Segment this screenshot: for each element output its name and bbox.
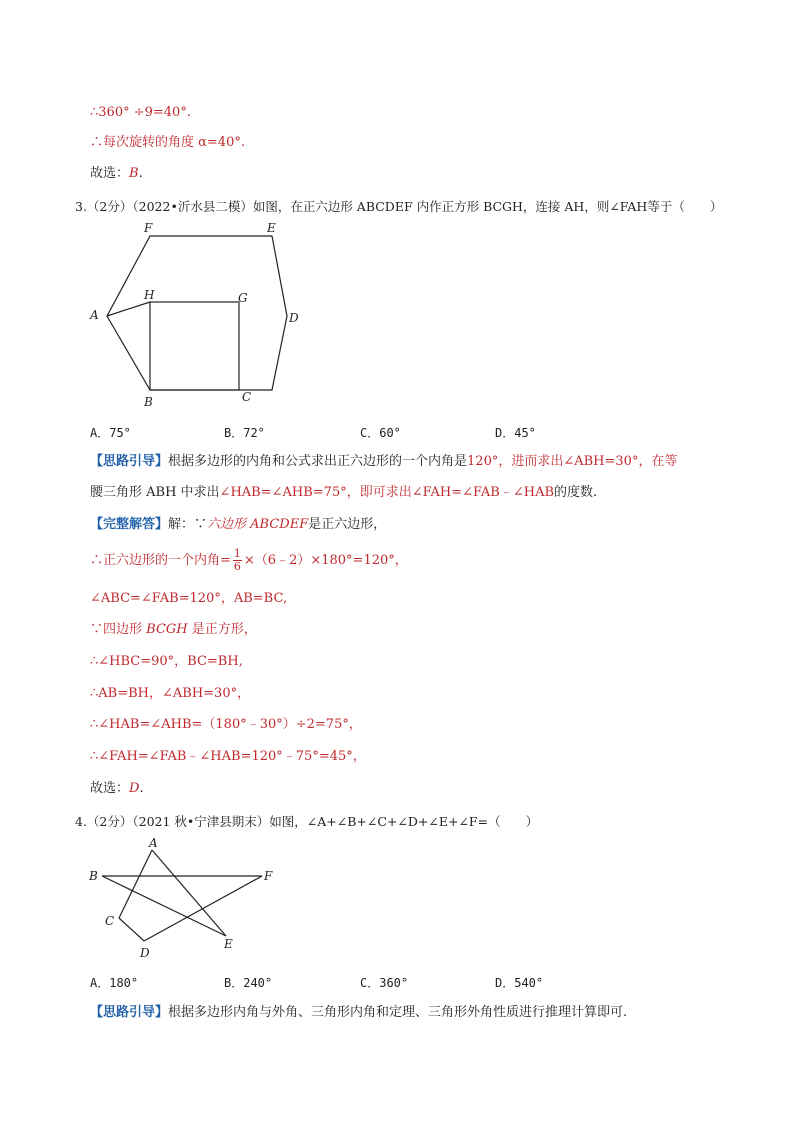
label-e: E: [267, 221, 276, 235]
solution-line: ∴360° ÷9=40°.: [90, 105, 191, 120]
label-a: A: [90, 308, 99, 322]
q3-option-d[interactable]: D．45°: [495, 426, 536, 440]
q3-answer-line-3: ∵四边形 BCGH 是正方形，: [90, 622, 257, 637]
fraction: $\frac{1}{6}$: [233, 547, 241, 573]
label-c: C: [105, 914, 115, 928]
q3-answer-line-1: ∴正六边形的一个内角= $\frac{1}{6}$ ×（6﹣2）×180°=120°，: [90, 547, 408, 573]
label-e: E: [224, 937, 233, 951]
q4-option-b[interactable]: B．240°: [224, 976, 273, 990]
solution-line: ∴每次旋转的角度 α=40°.: [90, 135, 245, 150]
label-g: G: [238, 291, 248, 305]
question-3-stem: 3.（2分）（2022•沂水县二模）如图，在正六边形 ABCDEF 内作正方形 BCGH，连接 AH，则∠FAH等于（ ）: [75, 199, 723, 214]
guide-tag: 【思路引导】: [90, 454, 169, 469]
q3-answer-line-8: 故选：D.: [90, 781, 144, 796]
q3-answer-line-7: ∴∠FAH=∠FAB﹣∠HAB=120°﹣75°=45°，: [90, 749, 366, 764]
segment-cd: [119, 918, 144, 941]
q3-answer-line-5: ∴AB=BH，∠ABH=30°，: [90, 686, 251, 701]
label-f: F: [144, 221, 153, 235]
q3-guide-line-1: 【思路引导】根据多边形的内角和公式求出正六边形的一个内角是120°，进而求出∠ABH=30°，在等: [90, 454, 678, 469]
q4-option-a[interactable]: A．180°: [90, 976, 139, 990]
q3-answer-line-2: ∠ABC=∠FAB=120°，AB=BC,: [90, 591, 288, 606]
answer-line: 故选：B.: [90, 166, 143, 181]
hexagon-square-figure: [82, 218, 322, 414]
q4-option-d[interactable]: D．540°: [495, 976, 544, 990]
question-4-stem: 4.（2分）（2021 秋•宁津县期末）如图，∠A+∠B+∠C+∠D+∠E+∠F=（ ）: [75, 814, 539, 829]
q3-option-c[interactable]: C．60°: [360, 426, 401, 440]
segment-ac: [119, 850, 152, 918]
hexagon-shape: [107, 236, 287, 390]
q4-guide-line: 【思路引导】根据多边形内角与外角、三角形内角和定理、三角形外角性质进行推理计算即可.: [90, 1005, 628, 1020]
segment-ae: [152, 850, 226, 936]
answer-tag: 【完整解答】: [90, 517, 169, 532]
q3-answer-line-6: ∴∠HAB=∠AHB=（180°﹣30°）÷2=75°，: [90, 717, 362, 732]
label-b: B: [89, 869, 98, 883]
label-h: H: [144, 288, 155, 302]
q3-guide-line-2: 腰三角形 ABH 中求出∠HAB=∠AHB=75°，即可求出∠FAH=∠FAB﹣∠HAB的度数.: [90, 485, 598, 500]
q3-answer-line-4: ∴∠HBC=90°，BC=BH,: [90, 654, 243, 669]
label-d: D: [289, 311, 299, 325]
guide-tag: 【思路引导】: [90, 1005, 169, 1020]
label-c: C: [242, 390, 252, 404]
label-f: F: [264, 869, 273, 883]
square-shape: [150, 302, 239, 390]
label-a: A: [149, 836, 158, 850]
angles-figure: [84, 836, 284, 966]
q3-answer-header: 【完整解答】解：∵六边形 ABCDEF是正六边形，: [90, 517, 387, 532]
segment-df: [144, 876, 262, 941]
q4-option-c[interactable]: C．360°: [360, 976, 409, 990]
q3-option-b[interactable]: B．72°: [224, 426, 265, 440]
label-b: B: [144, 395, 153, 409]
label-d: D: [140, 946, 150, 960]
q3-option-a[interactable]: A．75°: [90, 426, 131, 440]
